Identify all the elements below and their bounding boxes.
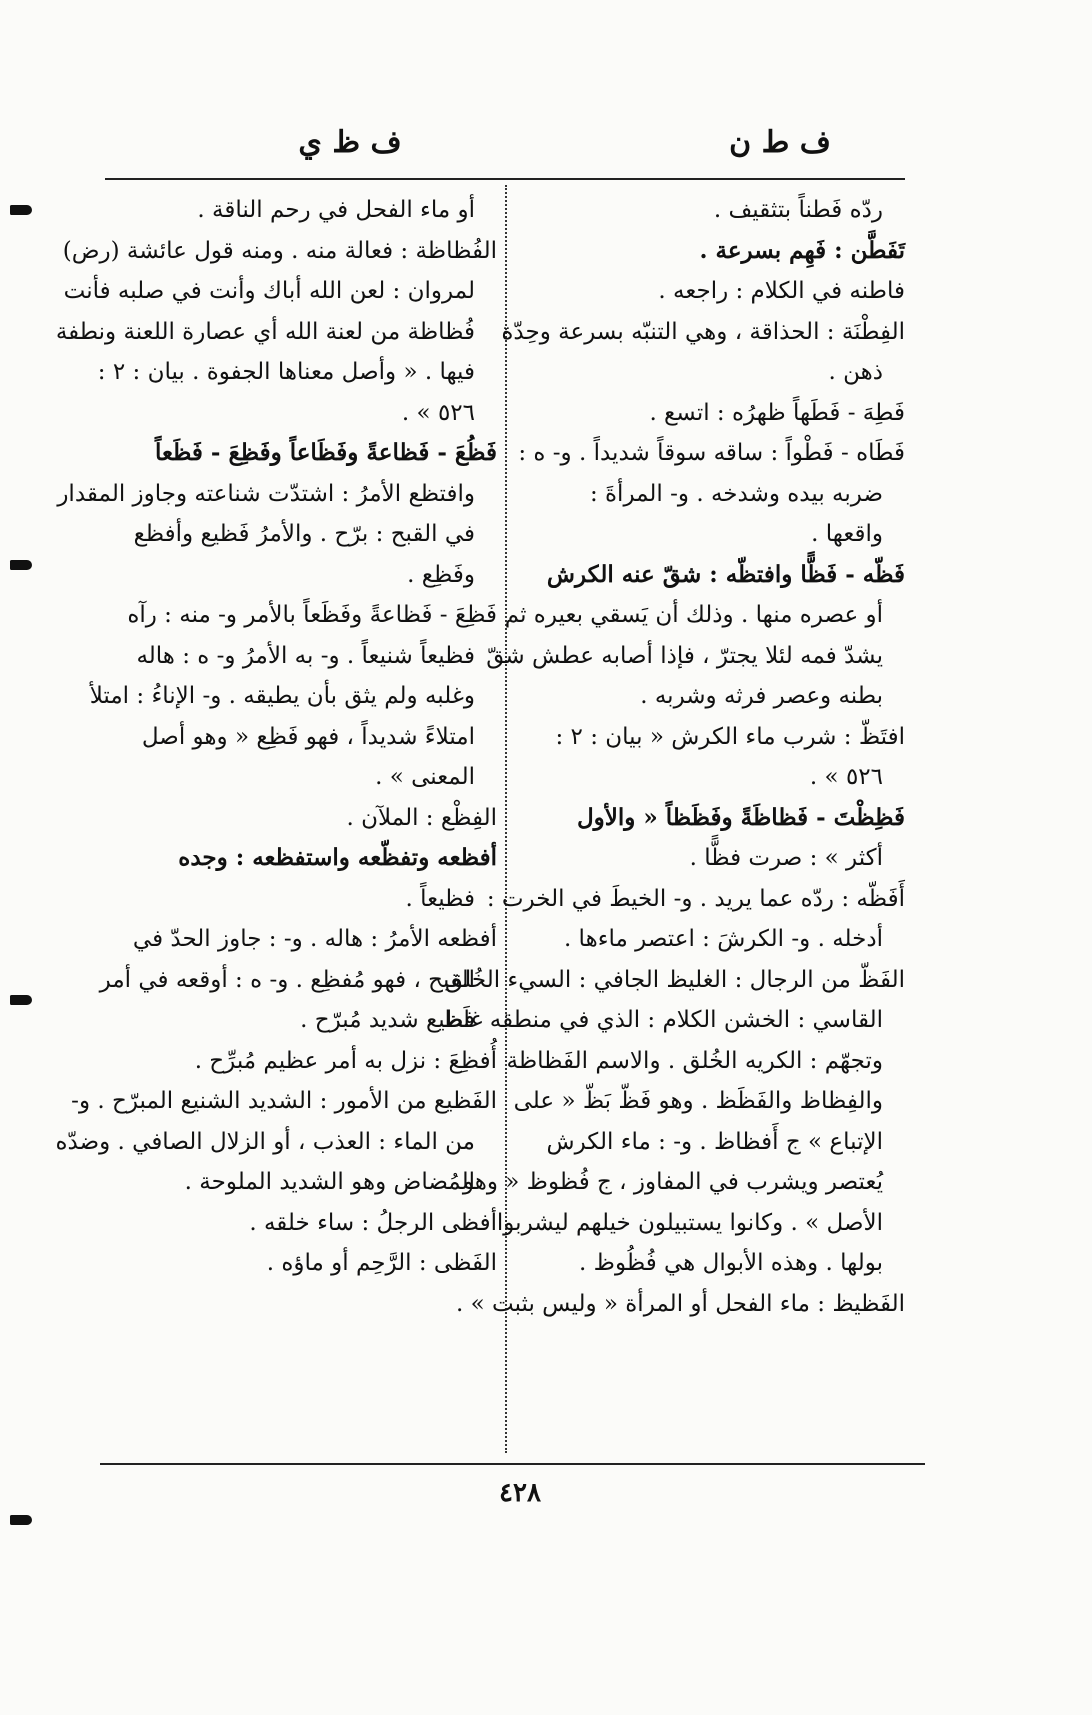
page-number: ٤٢٨: [499, 1478, 541, 1508]
text-line: أكثر » : صرت فظًّا .: [689, 845, 883, 871]
text-line: المُضاض وهو الشديد الملوحة .: [184, 1169, 475, 1195]
text-line: ضربه بيده وشدخه . و- المرأةَ :: [589, 480, 883, 507]
text-line: وفَظِع .: [407, 561, 475, 588]
text-line: المعنى » .: [375, 764, 475, 790]
entry-line: أُفظِعَ : نزل به أمر عظيم مُبرِّح .: [194, 1047, 497, 1074]
text-line: وتجهّم : الكريه الخُلق . والاسم الفَظاظة: [506, 1047, 883, 1074]
text-line: وافتظع الأمرُ : اشتدّت شناعته وجاوز المقدار: [57, 480, 475, 507]
text-line: ذهن .: [828, 359, 883, 385]
text-line: فُظاظة من لعنة الله أي عصارة اللعنة ونطفة: [55, 318, 475, 345]
entry-line: فاطنه في الكلام : راجعه .: [658, 278, 905, 304]
text-line: يشدّ فمه لئلا يجترّ ، فإذا أصابه عطش شقّ: [486, 642, 883, 669]
entry-line: فَظِعَ - فَظاعةً وفَظَعاً بالأمر و- منه : رآه: [127, 602, 497, 628]
text-line: من الماء : العذب ، أو الزلال الصافي . وضدّه: [55, 1128, 475, 1155]
text-line: ٥٢٦ » .: [401, 399, 475, 426]
binding-mark-icon: [10, 560, 32, 570]
entry-line: الفِطْنَة : الحذاقة ، وهي التنبّه بسرعة وحِدّة: [501, 318, 905, 345]
text-line: واقعها .: [811, 521, 883, 547]
text-line: أو عصره منها . وذلك أن يَسقي بعيره ثم: [504, 602, 883, 628]
text-line: أو ماء الفحل في رحم الناقة .: [197, 197, 475, 223]
text-line: فظيع شديد مُبرّح .: [300, 1007, 475, 1033]
entry-line: فَظُعَ - فَظاعةً وفَظَاعاً وفَظِعَ - فَظَعاً: [154, 439, 497, 466]
entry-line: أفظعه وتفظّعه واستفظعه : وجده: [178, 844, 497, 871]
text-line: القاسي : الخشن الكلام : الذي في منطقه غلَظ: [440, 1007, 883, 1033]
text-line: فظيعاً شنيعاً . و- به الأمرُ و- ه : هاله: [136, 642, 475, 669]
text-line: امتلاءً شديداً ، فهو فَظِع « وهو أصل: [141, 723, 475, 750]
running-head-left: ف ظ ي: [298, 125, 402, 160]
text-line: الإتباع » ج أَفظاظ . و- : ماء الكرش: [546, 1128, 883, 1155]
text-line: الأصل » . وكانوا يستبيلون خيلهم ليشربوا: [496, 1209, 883, 1236]
entry-line: فَظِظْتَ - فَظاظَةً وفَظَظاً « والأول: [576, 803, 905, 831]
text-line: فظيعاً .: [405, 885, 475, 912]
entry-line: الفَظيظ : ماء الفحل أو المرأة « وليس بثبت » .: [456, 1290, 905, 1317]
entry-line: الفَظى : الرَّحِم أو ماؤه .: [266, 1250, 497, 1276]
entry-line: فَطَاه - فَطْواً : ساقه سوقاً شديداً . و- ه :: [518, 440, 905, 466]
binding-mark-icon: [10, 205, 32, 215]
text-line: يُعتصر ويشرب في المفاوز ، ج فُظوظ « وهو: [462, 1169, 883, 1195]
entry-line: أفظعه الأمرُ : هاله . و- : جاوز الحدّ في: [132, 926, 497, 952]
entry-line: افتَظّ : شرب ماء الكرش « بيان : ٢ :: [555, 723, 905, 750]
text-line: بطنه وعصر فرثه وشربه .: [640, 683, 883, 709]
binding-mark-icon: [10, 1515, 32, 1525]
left-column: [55, 190, 497, 1284]
entry-line: الفَظيع من الأمور : الشديد الشنيع المبرّح . و-: [71, 1088, 497, 1114]
text-line: في القبح : برّح . والأمرُ فَظيع وأفظع: [133, 521, 475, 547]
text-line: أدخله . و- الكرشَ : اعتصر ماءها .: [563, 926, 883, 952]
entry-line: فَظّه - فَظًّا وافتظّه : شقّ عنه الكرش: [546, 560, 905, 588]
bottom-rule: [100, 1463, 925, 1465]
entry-line: فَطِهَ - فَطَهاً ظهرُه : اتسع .: [649, 399, 905, 426]
running-head-right: ف ط ن: [729, 125, 831, 160]
top-rule: [105, 178, 905, 180]
text-line: ردّه فَطناً بتثقيف .: [713, 197, 883, 223]
entry-line: الفُظاظة : فعالة منه . ومنه قول عائشة (رض): [62, 237, 497, 264]
binding-mark-icon: [10, 995, 32, 1005]
entry-line: أفظى الرجلُ : ساء خلقه .: [249, 1209, 497, 1236]
text-line: فيها . « وأصل معناها الجفوة . بيان : ٢ :: [97, 359, 475, 385]
text-line: لمروان : لعن الله أباك وأنت في صلبه فأنت: [63, 278, 475, 304]
text-line: القبح ، فهو مُفظِع . و- ه : أوقعه في أمر: [99, 966, 475, 993]
text-line: ٥٢٦ » .: [809, 764, 883, 790]
entry-line: تَفَطَّن : فَهِم بسرعة .: [699, 236, 905, 264]
text-line: والفِظاظ والفَظَظ . وهو فَظّ بَظّ « على: [513, 1088, 883, 1114]
text-line: وغلبه ولم يثق بأن يطيقه . و- الإناءُ : امتلأ: [89, 683, 475, 709]
entry-line: الفِظْع : الملآن .: [346, 804, 497, 831]
text-line: بولها . وهذه الأبوال هي فُظُوظ .: [579, 1250, 883, 1276]
entry-line: أَفَظّه : ردّه عما يريد . و- الخيطَ في الخرت :: [486, 885, 905, 912]
column-divider: [505, 185, 507, 1453]
entry-line: الفَظّ من الرجال : الغليظ الجافي : السيء الخُلق: [445, 966, 905, 993]
